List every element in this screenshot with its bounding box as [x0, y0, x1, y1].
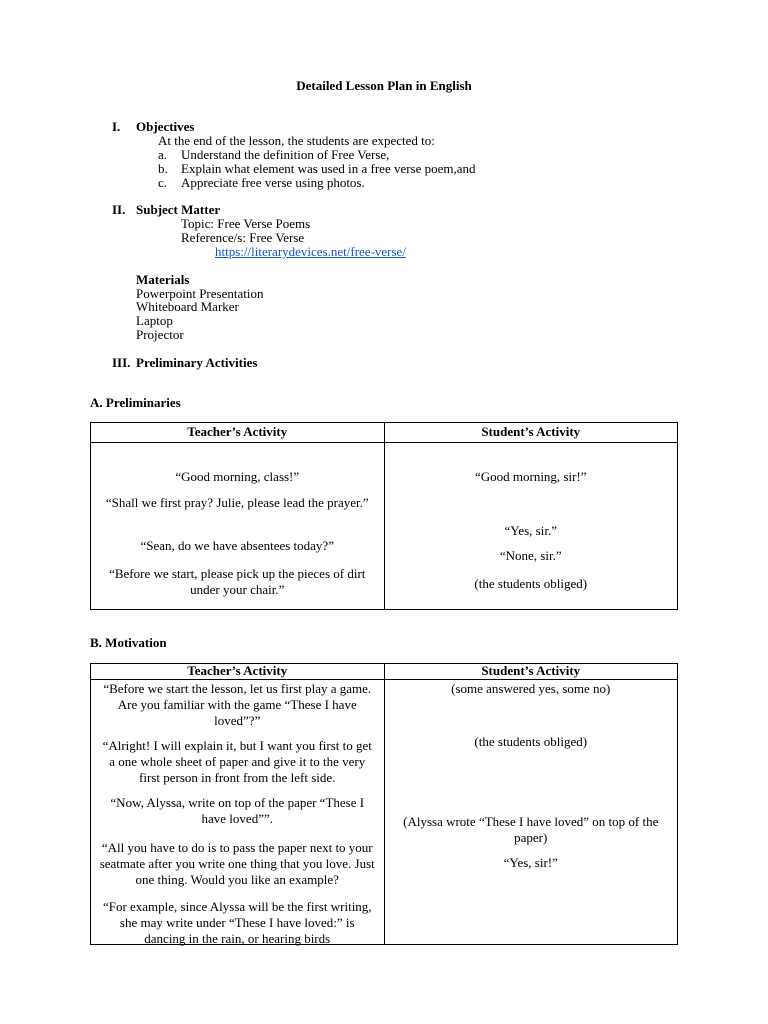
teacher-activity-header: Teacher’s Activity	[91, 423, 385, 443]
student-line: (the students obliged)	[474, 734, 588, 749]
objective-letter: a.	[158, 147, 168, 162]
motivation-table	[90, 663, 678, 945]
student-line: “Good morning, sir!”	[474, 469, 587, 484]
preliminary-title: Preliminary Activities	[136, 355, 258, 370]
student-line: (Alyssa wrote “These I have loved” on top of the paper)	[403, 814, 659, 845]
student-line: “Yes, sir.”	[504, 523, 557, 538]
teacher-activity-cell	[91, 443, 385, 610]
student-line: “None, sir.”	[499, 548, 562, 563]
material-item: Whiteboard Marker	[136, 299, 239, 314]
objectives-number: I.	[112, 119, 121, 134]
topic-text: Topic: Free Verse Poems	[181, 216, 311, 231]
teacher-line: “All you have to do is to pass the paper next to your seatmate after you write one thing that you love. Just one thing. Would you like an example?	[99, 840, 375, 887]
objectives-title: Objectives	[136, 119, 195, 134]
student-activity-cell	[384, 680, 678, 945]
preliminaries-table	[90, 422, 678, 610]
objective-text: Explain what element was used in a free verse poem,and	[181, 161, 476, 176]
student-activity-header: Student’s Activity	[384, 423, 678, 443]
objective-item	[158, 162, 476, 176]
material-item: Projector	[136, 327, 184, 342]
student-line: “Yes, sir!”	[503, 855, 558, 870]
preliminary-activities-heading	[112, 356, 257, 370]
subject-matter-title: Subject Matter	[136, 202, 221, 217]
student-line: (some answered yes, some no)	[451, 681, 611, 696]
reference-text: Reference/s: Free Verse	[181, 230, 305, 245]
objectives-heading	[112, 120, 194, 134]
teacher-line: “Shall we first pray? Julie, please lead the prayer.”	[105, 495, 369, 510]
teacher-line: “Before we start, please pick up the pieces of dirt under your chair.”	[109, 566, 366, 597]
student-line: (the students obliged)	[474, 576, 588, 591]
teacher-activity-header: Teacher’s Activity	[91, 664, 385, 680]
preliminaries-heading: A. Preliminaries	[90, 395, 181, 410]
teacher-line: “For example, since Alyssa will be the first writing, she may write under “These I have loved:” is dancing in the rain, or hearing birds	[102, 899, 372, 946]
objective-letter: c.	[158, 175, 168, 190]
teacher-line: “Now, Alyssa, write on top of the paper “These I have loved””.	[110, 795, 365, 826]
objective-letter: b.	[158, 161, 168, 176]
objective-item	[158, 176, 365, 190]
student-activity-cell	[384, 443, 678, 610]
document-title: Detailed Lesson Plan in English	[296, 78, 472, 93]
material-item: Powerpoint Presentation	[136, 286, 264, 301]
teacher-line: “Alright! I will explain it, but I want you first to get a one whole sheet of paper and give it to the very first person in front from the left side.	[102, 738, 372, 785]
objective-item	[158, 148, 389, 162]
objective-text: Understand the definition of Free Verse,	[181, 147, 390, 162]
teacher-activity-cell	[91, 680, 385, 945]
reference-link[interactable]: https://literarydevices.net/free-verse/	[215, 244, 406, 259]
materials-heading: Materials	[136, 272, 190, 287]
student-activity-header: Student’s Activity	[384, 664, 678, 680]
teacher-line: “Before we start the lesson, let us first play a game. Are you familiar with the game “These I have loved”?”	[103, 681, 372, 728]
motivation-heading: B. Motivation	[90, 635, 167, 650]
subject-matter-heading	[112, 203, 220, 217]
preliminary-number: III.	[112, 355, 131, 370]
teacher-line: “Good morning, class!”	[175, 469, 300, 484]
material-item: Laptop	[136, 313, 173, 328]
teacher-line: “Sean, do we have absentees today?”	[140, 538, 334, 553]
objectives-intro: At the end of the lesson, the students are expected to:	[158, 133, 435, 148]
subject-matter-number: II.	[112, 202, 126, 217]
objective-text: Appreciate free verse using photos.	[181, 175, 365, 190]
